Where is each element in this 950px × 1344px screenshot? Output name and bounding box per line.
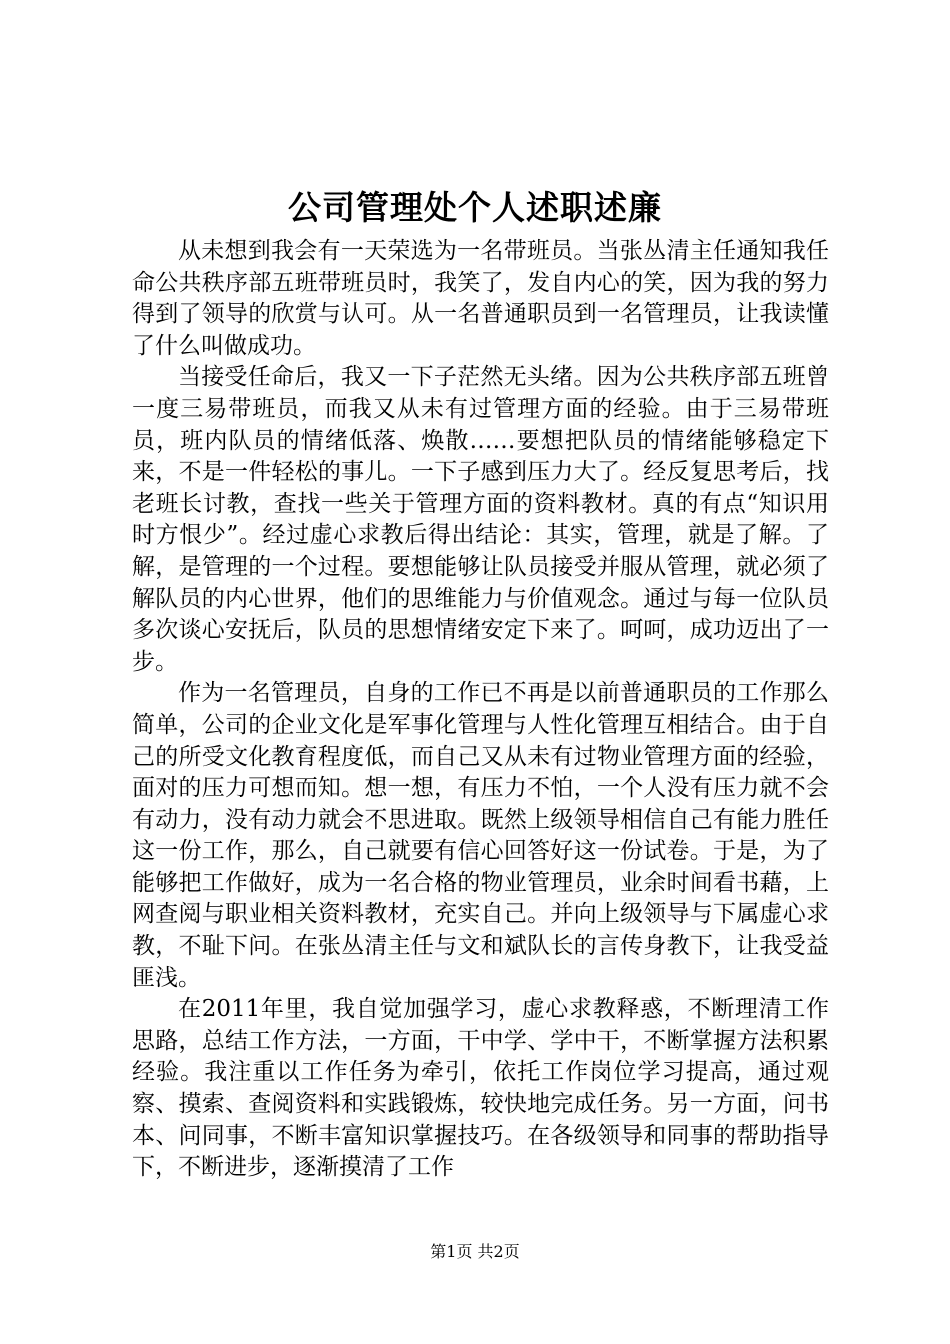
paragraph-2: 当接受任命后，我又一下子茫然无头绪。因为公共秩序部五班曾一度三易带班员，而我又从未有过管理方面的经验。由于三易带班员，班内队员的情绪低落、焕散……要想把队员的情绪能够稳定下来，不是一件轻松的事儿。一下子感到压力大了。经反复思考后，找老班长讨教，查找一些关于管理方面的资料教材。真的有点“知识用时方恨少”。经过虚心求教后得出结论：其实，管理，就是了解。了解，是管理的一个过程。要想能够让队员接受并服从管理，就必须了解队员的内心世界，他们的思维能力与价值观念。通过与每一位队员多次谈心安抚后，队员的思想情绪安定下来了。呵呵，成功迈出了一步。 [132,364,829,675]
page-footer [0,1241,950,1263]
document-title: 公司管理处个人述职述廉 [288,188,662,227]
paragraph-4: 在2011年里，我自觉加强学习，虚心求教释惑，不断理清工作思路，总结工作方法，一方面，干中学、学中干，不断掌握方法积累经验。我注重以工作任务为牵引，依托工作岗位学习提高，通过观察、摸索、查阅资料和实践锻炼，较快地完成任务。另一方面，问书本、问同事，不断丰富知识掌握技巧。在各级领导和同事的帮助指导下，不断进步，逐渐摸清了工作 [132,996,829,1181]
paragraph-1: 从未想到我会有一天荣选为一名带班员。当张丛清主任通知我任命公共秩序部五班带班员时，我笑了，发自内心的笑，因为我的努力得到了领导的欣赏与认可。从一名普通职员到一名管理员，让我读懂了什么叫做成功。 [132,238,829,359]
page-number-label: 第1页 共2页 [430,1242,520,1261]
document-body [132,236,829,1184]
paragraph-3: 作为一名管理员，自身的工作已不再是以前普通职员的工作那么简单，公司的企业文化是军事化管理与人性化管理互相结合。由于自己的所受文化教育程度低，而自己又从未有过物业管理方面的经验，面对的压力可想而知。想一想，有压力不怕，一个人没有压力就不会有动力，没有动力就会不思进取。既然上级领导相信自己有能力胜任这一份工作，那么，自己就要有信心回答好这一份试卷。于是，为了能够把工作做好，成为一名合格的物业管理员，业余时间看书藉，上网查阅与职业相关资料教材，充实自己。并向上级领导与下属虚心求教，不耻下问。在张丛清主任与文和斌队长的言传身教下，让我受益匪浅。 [132,680,829,991]
